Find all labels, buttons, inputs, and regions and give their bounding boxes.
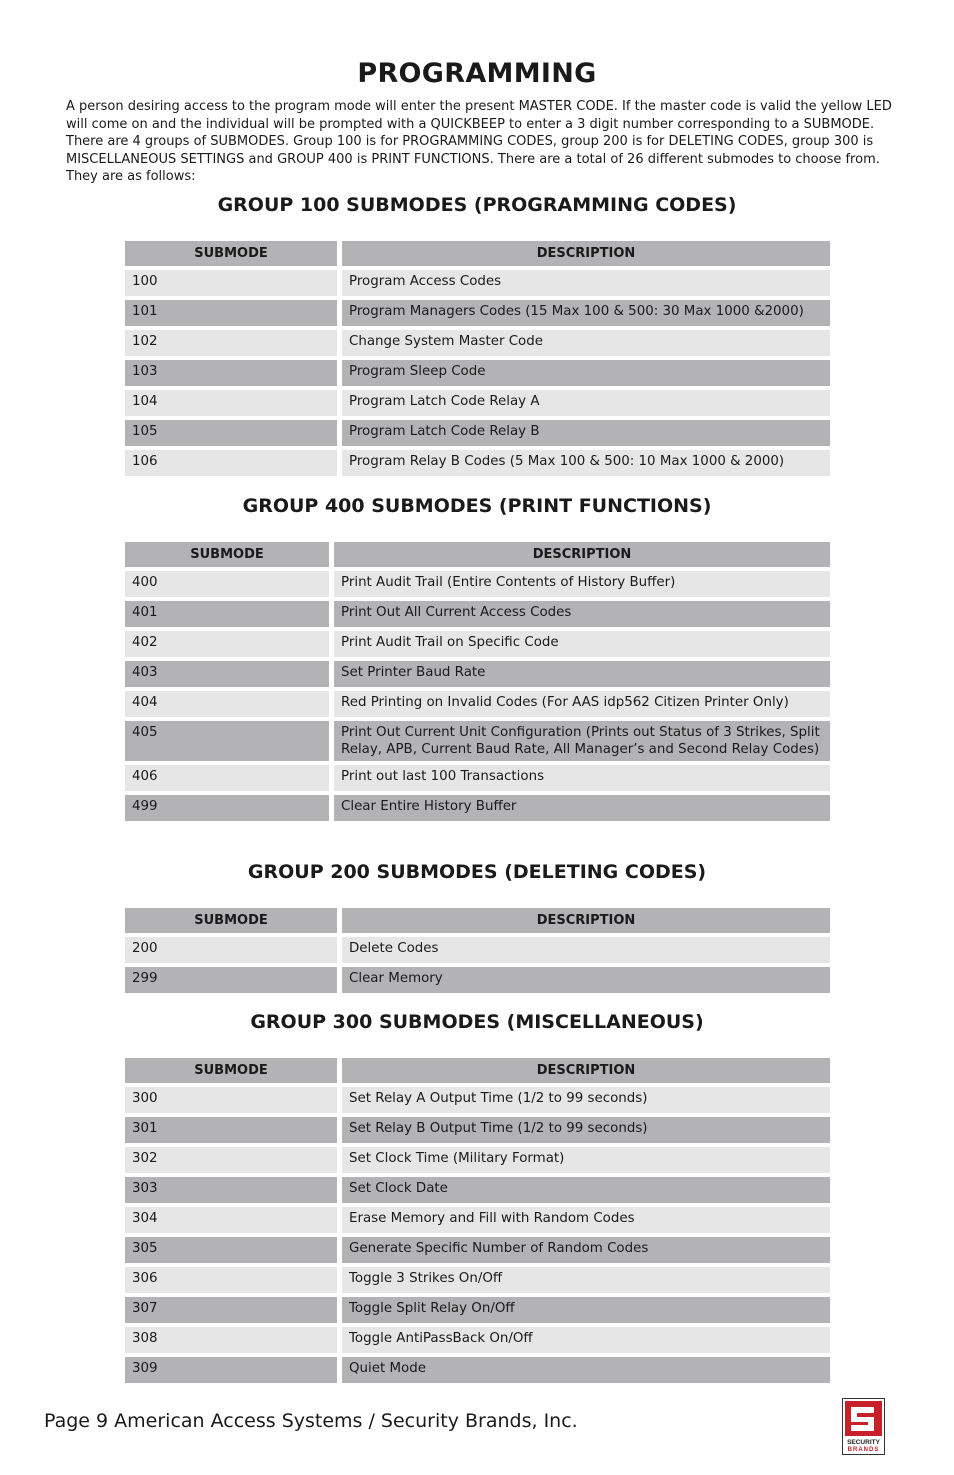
submode-code: 200 bbox=[125, 937, 342, 963]
submode-description: Toggle 3 Strikes On/Off bbox=[342, 1267, 830, 1293]
group-100-table bbox=[125, 237, 830, 480]
submode-description: Program Latch Code Relay B bbox=[342, 420, 830, 446]
submode-code: 403 bbox=[125, 661, 334, 687]
table-row bbox=[125, 1177, 830, 1203]
page-title: PROGRAMMING bbox=[357, 58, 597, 89]
submode-description: Toggle Split Relay On/Off bbox=[342, 1297, 830, 1323]
submode-code: 104 bbox=[125, 390, 342, 416]
submode-description: Toggle AntiPassBack On/Off bbox=[342, 1327, 830, 1353]
table-row bbox=[125, 571, 830, 597]
submode-description: Program Latch Code Relay A bbox=[342, 390, 830, 416]
submode-description: Clear Memory bbox=[342, 967, 830, 993]
security-brands-logo bbox=[842, 1398, 885, 1455]
submode-description: Delete Codes bbox=[342, 937, 830, 963]
submode-description: Program Relay B Codes (5 Max 100 & 500: 10 Max 1000 & 2000) bbox=[342, 450, 830, 476]
table-row bbox=[125, 330, 830, 356]
table-row bbox=[125, 795, 830, 821]
submode-code: 100 bbox=[125, 270, 342, 296]
table-row bbox=[125, 631, 830, 657]
submode-description: Set Relay B Output Time (1/2 to 99 seconds) bbox=[342, 1117, 830, 1143]
group-200-title: GROUP 200 SUBMODES (DELETING CODES) bbox=[247, 861, 707, 883]
logo-text-line1: SECURITY bbox=[847, 1439, 880, 1446]
submode-code: 101 bbox=[125, 300, 342, 326]
submode-code: 304 bbox=[125, 1207, 342, 1233]
submode-description: Program Access Codes bbox=[342, 270, 830, 296]
table-row bbox=[125, 360, 830, 386]
submode-code: 404 bbox=[125, 691, 334, 717]
table-row bbox=[125, 601, 830, 627]
submode-description: Program Managers Codes (15 Max 100 & 500: 30 Max 1000 &2000) bbox=[342, 300, 830, 326]
table-row bbox=[125, 390, 830, 416]
submode-header: SUBMODE bbox=[125, 542, 334, 567]
submode-header: SUBMODE bbox=[125, 1058, 342, 1083]
submode-description: Clear Entire History Buffer bbox=[334, 795, 830, 821]
table-row bbox=[125, 661, 830, 687]
table-row bbox=[125, 300, 830, 326]
submode-code: 300 bbox=[125, 1087, 342, 1113]
submode-code: 299 bbox=[125, 967, 342, 993]
submode-code: 402 bbox=[125, 631, 334, 657]
group-200-table bbox=[125, 904, 830, 997]
submode-header: SUBMODE bbox=[125, 908, 342, 933]
description-header: DESCRIPTION bbox=[342, 908, 830, 933]
submode-code: 400 bbox=[125, 571, 334, 597]
group-300-table bbox=[125, 1054, 830, 1387]
submode-code: 307 bbox=[125, 1297, 342, 1323]
group-400-title: GROUP 400 SUBMODES (PRINT FUNCTIONS) bbox=[242, 495, 712, 517]
submode-code: 102 bbox=[125, 330, 342, 356]
submode-code: 499 bbox=[125, 795, 334, 821]
submode-description: Set Clock Date bbox=[342, 1177, 830, 1203]
submode-description: Print Audit Trail on Specific Code bbox=[334, 631, 830, 657]
submode-description: Set Printer Baud Rate bbox=[334, 661, 830, 687]
table-row bbox=[125, 1147, 830, 1173]
table-row bbox=[125, 1207, 830, 1233]
table-row bbox=[125, 721, 830, 761]
description-header: DESCRIPTION bbox=[342, 241, 830, 266]
submode-code: 305 bbox=[125, 1237, 342, 1263]
submode-description: Program Sleep Code bbox=[342, 360, 830, 386]
table-row bbox=[125, 1087, 830, 1113]
group-300-title: GROUP 300 SUBMODES (MISCELLANEOUS) bbox=[250, 1011, 704, 1033]
submode-header: SUBMODE bbox=[125, 241, 342, 266]
table-row bbox=[125, 691, 830, 717]
table-row bbox=[125, 1267, 830, 1293]
table-row bbox=[125, 937, 830, 963]
table-row bbox=[125, 1237, 830, 1263]
table-row bbox=[125, 450, 830, 476]
submode-code: 405 bbox=[125, 721, 334, 761]
table-row bbox=[125, 765, 830, 791]
table-row bbox=[125, 1327, 830, 1353]
footer-page-text: Page 9 American Access Systems / Security Brands, Inc. bbox=[44, 1410, 578, 1432]
submode-description: Print Out All Current Access Codes bbox=[334, 601, 830, 627]
submode-description: Print out last 100 Transactions bbox=[334, 765, 830, 791]
submode-description: Erase Memory and Fill with Random Codes bbox=[342, 1207, 830, 1233]
table-row bbox=[125, 420, 830, 446]
submode-description: Set Relay A Output Time (1/2 to 99 seconds) bbox=[342, 1087, 830, 1113]
submode-description: Print Audit Trail (Entire Contents of History Buffer) bbox=[334, 571, 830, 597]
group-400-table bbox=[125, 538, 830, 825]
submode-description: Red Printing on Invalid Codes (For AAS idp562 Citizen Printer Only) bbox=[334, 691, 830, 717]
submode-code: 302 bbox=[125, 1147, 342, 1173]
logo-text-line2: BRANDS bbox=[847, 1447, 880, 1453]
table-row bbox=[125, 1357, 830, 1383]
submode-description: Print Out Current Unit Configuration (Prints out Status of 3 Strikes, Split Relay, APB, Current Baud Rate, All Manager’s and Second Relay Codes) bbox=[334, 721, 830, 761]
submode-code: 308 bbox=[125, 1327, 342, 1353]
table-row bbox=[125, 1117, 830, 1143]
submode-code: 106 bbox=[125, 450, 342, 476]
submode-code: 103 bbox=[125, 360, 342, 386]
table-row bbox=[125, 967, 830, 993]
table-row bbox=[125, 270, 830, 296]
submode-description: Set Clock Time (Military Format) bbox=[342, 1147, 830, 1173]
submode-code: 406 bbox=[125, 765, 334, 791]
group-100-title: GROUP 100 SUBMODES (PROGRAMMING CODES) bbox=[217, 194, 737, 216]
table-row bbox=[125, 1297, 830, 1323]
submode-code: 401 bbox=[125, 601, 334, 627]
submode-code: 303 bbox=[125, 1177, 342, 1203]
submode-code: 105 bbox=[125, 420, 342, 446]
submode-description: Quiet Mode bbox=[342, 1357, 830, 1383]
submode-description: Change System Master Code bbox=[342, 330, 830, 356]
submode-code: 301 bbox=[125, 1117, 342, 1143]
submode-description: Generate Specific Number of Random Codes bbox=[342, 1237, 830, 1263]
submode-code: 309 bbox=[125, 1357, 342, 1383]
submode-code: 306 bbox=[125, 1267, 342, 1293]
intro-paragraph: A person desiring access to the program mode will enter the present MASTER CODE. If the master code is valid the yellow LED will come on and the individual will be prompted with a QUICKBEEP to enter a 3 digit number corresponding to a SUBMODE. There are 4 groups of SUBMODES. Group 100 is for PROGRAMMING CODES, group 200 is for DELETING CODES, group 300 is MISCELLANEOUS SETTINGS and GROUP 400 is PRINT FUNCTIONS. There are a total of 26 different submodes to choose from. They are as follows: bbox=[66, 99, 892, 185]
description-header: DESCRIPTION bbox=[334, 542, 830, 567]
description-header: DESCRIPTION bbox=[342, 1058, 830, 1083]
